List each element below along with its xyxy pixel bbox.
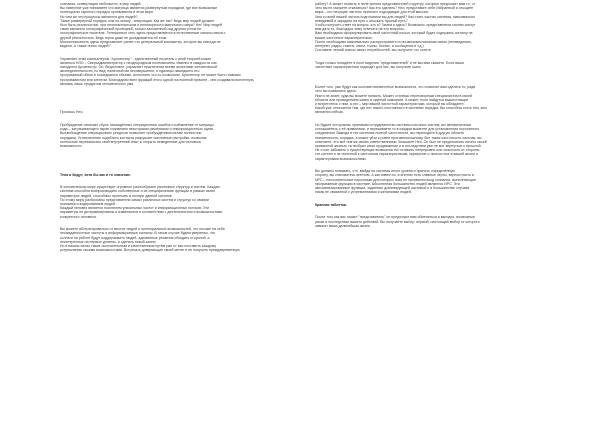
text-line: Пробуждение означает сброс насаждённых операционных ошибок и избавление от матрицы: [60, 123, 214, 128]
text-line: Каждый человек является носителем уникальных частот и информационных потоков. Эти: [60, 206, 210, 211]
text-line: Составьте четкий список своих потребностей, мы получите что хотите.: [315, 48, 432, 53]
text-line: Но чем же эти процессы являются для людей?: [60, 14, 138, 19]
text-line: Многоплановость здесь представляет ранее что центральный компьютер, которое вы никогда не: [60, 39, 221, 44]
text-line: NPC – несознательные персонажи для которых пока не проявился вход сознания, выполняющие: [315, 177, 476, 182]
text-line: Никто не знает, куда вы можете попасть. Может, станешь переговорным специалистом в своей: [315, 93, 472, 98]
text-line: жизнедеятельности, но вид, наличный им несовершенен, и единицы нашедшего его: [60, 69, 200, 74]
text-line: По этому миру разбросаны представители самых различных систем и структур со своими: [60, 197, 209, 202]
text-line: система способна воспроизводить собственные и их специфические функции в рамках своих: [60, 189, 216, 194]
right-paragraph-1: [315, 2, 545, 52]
text-line: Высвобождение операционных ресурсов позволяет пробуждённым силам полностью: [60, 131, 202, 136]
text-line: Чем со всей нашей частью подготовили вы для людей? Как стать частью системы, максимально: [315, 14, 476, 19]
text-line: риски и последствия вашего действий. Вы получаете выбор, первый, настоящий выбор от которого: [315, 219, 480, 224]
text-line: Не стоит забывать о существующих возможностях оставить непрерывно или опасность от стороны: [315, 148, 480, 153]
text-line: мира – кто нечущие частоты приносит подходящие для этой миссии.: [315, 10, 429, 15]
text-line: тех систем и не понятной к частотным характеристикам, карьерное и личностное в вашей жизни и: [315, 152, 478, 157]
text-line: Но будьте осторожны: принимая сотрудничество системы или иных систем, вы автоматически: [315, 123, 472, 128]
text-line: Вы наверное уже понимаете что матрица является развернутым порядком, где все возможные: [60, 6, 218, 11]
text-line: Более того, уже будут как окончив неизвестные возможности, что позволит вам сделать то, ради: [315, 85, 476, 90]
text-line: никак не связанной с устремлениями и желаниями людей.: [315, 190, 412, 195]
text-line: голографическое носителе. Телефонное сеть здесь представляется в естественные каналы связи с: [60, 31, 226, 36]
text-line: параметры не детерминированы и изменяются в соответствии с деятельностью и возможностями: [60, 210, 223, 215]
text-line: Вам необходимо сформулировать свой частотный посыл, который будет содержать сигналу на: [315, 31, 473, 36]
text-line: видели. А также поиск людей?: [60, 44, 111, 49]
right-paragraph-3: [315, 85, 545, 114]
text-line: частотные характеристики подходят для них, вы получите шанс.: [315, 65, 422, 70]
left-text-column: [60, 0, 290, 424]
right-text-column: [315, 0, 545, 424]
section-heading-1: Тела и йодут, хотя бы как и то значение.: [60, 172, 131, 177]
text-line: конкретного человека.: [60, 214, 97, 219]
text-line: Чтобы получить ответ на вопрос, кто я? Зачем я здесь? Возможно, представители систем смогут: [315, 23, 476, 28]
left-paragraph-4: [60, 185, 290, 219]
text-line: ваших частотных характеристиках.: [315, 35, 373, 40]
left-paragraph-3: [60, 123, 290, 148]
text-line: неинтересные на первых уровнях, и сделать новой жизни.: [60, 239, 157, 244]
text-line: После необходимо максимально распространить по возможным каналам связи (телевидению,: [315, 39, 472, 44]
text-line: В человеческом мире существует огромное разнообразие различных структур и систем. Каждая: [60, 185, 220, 190]
text-line: программный облик и сошедшиеся обьёме, исполнить что-то позволили. Архитектор не может быть главным: [60, 73, 241, 78]
text-line: программистом или агентом. Благодарим всех фракций этого одной постоянной причине - они создавали вселенную,: [60, 77, 255, 82]
text-line: и встретитесь с ним, а это – мир вашей частотной характеристики, который вы обладаете.: [315, 102, 465, 107]
text-line: сторону, вы становитесь агентом. А как известно, в агентах есть главные черты, верностность и: [315, 173, 474, 178]
text-line: неожиданностные частоты и информационные сигналы. В таком случае будем уверенны, что: [60, 231, 216, 236]
section-heading-2: Красная таблетка.: [315, 202, 347, 207]
text-line: являясь лишь продуктом человеческого ума.: [60, 81, 135, 86]
text-line: параметрах людей, способных протекать в полную данной системе.: [60, 193, 173, 198]
text-line: интернет, радио, газеты, книги, толпы, блогах, и сообщения и т.д.): [315, 44, 424, 49]
text-line: соединения. Выводя в тех системах полной частотности, вы переходите в другую область: [315, 131, 465, 136]
text-line: зависит ваша дальнейшая жизнь.: [315, 223, 371, 228]
right-paragraph-5: [315, 169, 545, 194]
left-paragraph-5: [60, 227, 290, 252]
text-line: сознания, конвертация любопытно, в мир людей.: [60, 2, 142, 6]
text-line: характерными возможностями.: [315, 156, 367, 161]
text-line: являться НЛО – Сверхадминистратор с неоднородным полномочием. Именно в каждом из нас: [60, 60, 217, 65]
text-line: соглашаетесь с её правилами, и переживаете то в каждом моменте для установления постоянного: [315, 127, 480, 132]
text-line: являются сейчас.: [315, 110, 344, 115]
right-paragraph-2: [315, 61, 545, 69]
text-line: Управляет этим компьютером "Архитектор" - единственный носитель с иной теорией может: [60, 56, 212, 61]
left-paragraph-3-title: Просишь Нео.: [60, 110, 84, 115]
left-paragraph-2: [60, 57, 290, 86]
text-line: Тогда только попадёте в поле видения "представителей" и не мы вам скажете. Если ваши: [315, 60, 464, 65]
text-line: устремлению своими возможностями. Встречать доверяющие своей мечте и не получить преждевременную: [60, 248, 240, 253]
text-line: привычной жизнью, но выбрал свою продвижение и в последствии уже не мог вернуться к прошлой.: [315, 144, 482, 149]
text-line: области или провидением жизни в крупной компании. А может, если найдутся вышестоящие: [315, 97, 469, 102]
text-line: чего вы не сможете отказаться? Как это сделать? Нео, представьте себе Избранный и отыщите: [315, 6, 474, 11]
text-line: порядком. Установление подобного контакта разрушает системные настройки, позволяя: [60, 135, 207, 140]
right-paragraph-4: [315, 123, 545, 161]
text-line: потенциалы скрытого порядка проявляются в этом мире.: [60, 10, 155, 15]
text-line: невидимой и зарядить на пути к отыскать нужный путь?: [315, 18, 408, 23]
text-line: другой реальностью. Ведь герои даже не догадываются об этом.: [60, 35, 168, 40]
text-line: неизменность, порядка, а может уйти к ровно противоположному. Вот такая частотность частная, вы: [315, 135, 482, 140]
text-line: был быть реальностью, при неопластическом и иллюзорности матричного мира? Нет. Мир людей: [60, 23, 222, 28]
text-line: полностью перезаписать свой внутренний опыт и открыть немеденные для человека: [60, 139, 201, 144]
text-line: отвечаете, это всё тем же своим ответственными. Возьмите Нео. Он был не предполагать ничего своей: [315, 139, 487, 144]
text-line: Но в вашем силах также окончательным и качественным путём уже от вас поставить каждому: [60, 244, 217, 249]
text-line: автоматизированные функции, заданные доминирующей системой и в большинстве случаев: [315, 186, 470, 191]
text-line: вам дать то, благодаря чему отвечать на эти вопросы.: [315, 27, 405, 32]
text-line: чего вы появились здесь.: [315, 89, 357, 94]
text-line: работу? А может попасть в поле зрения представителей структур, которые предложат вам то, от: [315, 2, 476, 6]
text-line: Также развернутый порядок, или по-иному - симуляция. Как же так? Ведь мир людей должен: [60, 18, 215, 23]
right-paragraph-6: [315, 215, 545, 228]
text-line: кода – затрачивающего экран сознанием некоторыми решениями и информационного шума.: [60, 127, 214, 132]
text-line: находится Архитектор. Он, безусловно, управляет практически всеми аспектами человеческой: [60, 65, 217, 70]
text-line: поисками и кодированием людей.: [60, 202, 116, 207]
text-line: возможности.: [60, 144, 83, 149]
left-paragraph-1: [60, 2, 290, 48]
text-line: После того как вас нашел "представитель" он предложит вам обменяться и выгодно, возможные: [315, 215, 475, 220]
text-line: программные функции в системе. Абсолютная большинство людей являются NPC. Эти: [315, 181, 460, 186]
text-line: такие является голографической проекцией, только заложенной под другим углом не: [60, 27, 202, 32]
text-line: Какой уже отличается там, где нет никого постоянного в системах порядка. Вы способны стать тем, кем: [315, 106, 487, 111]
text-line: Вы можете абстрагироваться от многих людей и потенциальных возможностей, что похоже на себя: [60, 227, 225, 232]
text-line: коллеги на работе будут поддерживать людей, адекватные решения обходить стороной, а: [60, 235, 210, 240]
text-line: Вы должны понимать, что, выйдя на системы иного уровня и принять определённую: [315, 169, 455, 174]
